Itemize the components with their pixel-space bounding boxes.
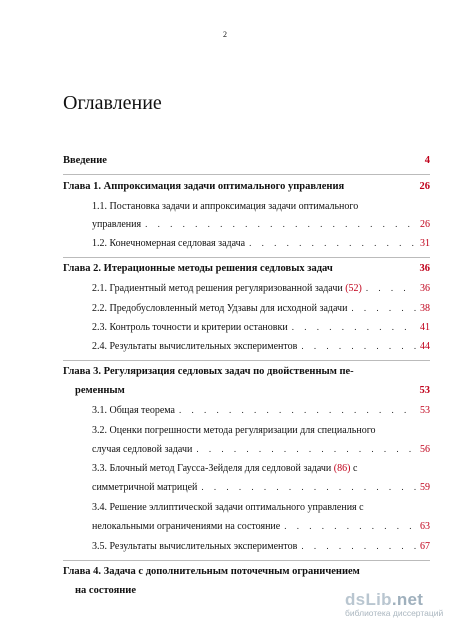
chapter-divider <box>63 257 430 258</box>
toc-page-link[interactable]: 26 <box>420 219 430 230</box>
toc-page-link[interactable]: 26 <box>419 181 430 192</box>
toc-entry-section-3-2[interactable] <box>63 425 430 436</box>
toc-entry-section-3-4-cont[interactable] <box>63 521 430 532</box>
toc-entry-section-3-1[interactable] <box>63 405 430 416</box>
chapter-divider <box>63 560 430 561</box>
chapter-divider <box>63 360 430 361</box>
toc-entry-chapter-2[interactable] <box>63 263 430 274</box>
toc-entry-section-1-2[interactable] <box>63 238 430 249</box>
watermark-subtitle: библиотека диссертаций <box>345 608 444 618</box>
toc-entry-section-3-2-cont[interactable] <box>63 444 430 455</box>
toc-entry-text: 1.2. Конечномерная седловая задача <box>92 238 246 249</box>
toc-entry-text: 2.4. Результаты вычислительных экспериментов <box>92 341 298 352</box>
dot-leader <box>366 283 416 293</box>
toc-entry-section-2-3[interactable] <box>63 322 430 333</box>
toc-page-link[interactable]: 67 <box>420 541 430 552</box>
toc-entry-text: 3.1. Общая теорема <box>92 405 175 416</box>
toc-entry-section-2-4[interactable] <box>63 341 430 352</box>
toc-entry-text: 3.3. Блочный метод Гаусса-Зейделя для седловой задачи (86) с <box>92 463 358 474</box>
toc-entry-text: нелокальными ограничениями на состояние <box>92 521 281 532</box>
toc-entry-text: 2.1. Градиентный метод решения регуляризованной задачи (52) <box>92 283 362 294</box>
toc-entry-chapter-1[interactable] <box>63 181 430 192</box>
dot-leader <box>284 521 416 531</box>
toc-entry-text: 2.2. Предобусловленный метод Удзавы для исходной задачи <box>92 303 348 314</box>
toc-entry-chapter-3-cont[interactable] <box>63 385 430 396</box>
toc-entry-text: Глава 2. Итерационные методы решения седловых задач <box>63 263 333 274</box>
toc-entry-section-2-1[interactable] <box>63 283 430 294</box>
toc-entry-text: 1.1. Постановка задачи и аппроксимация задачи оптимального <box>92 201 359 212</box>
dot-leader <box>292 322 416 332</box>
toc-page-link[interactable]: 63 <box>420 521 430 532</box>
toc-entry-section-3-3-cont[interactable] <box>63 482 430 493</box>
toc-entry-text: Введение <box>63 155 107 166</box>
toc-entry-text: 3.2. Оценки погрешности метода регуляризации для специального <box>92 425 376 436</box>
toc-entry-text: 3.5. Результаты вычислительных экспериментов <box>92 541 298 552</box>
watermark <box>345 590 445 618</box>
dot-leader <box>301 541 416 551</box>
toc-entry-text: случая седловой задачи <box>92 444 193 455</box>
dot-leader <box>179 405 416 415</box>
toc-entry-introduction[interactable] <box>63 155 430 166</box>
toc-entry-text: управления <box>92 219 142 230</box>
toc-page-link[interactable]: 38 <box>420 303 430 314</box>
page-number: 2 <box>223 30 227 39</box>
toc-entry-text: 2.3. Контроль точности и критерии остановки <box>92 322 288 333</box>
toc-entry-text: ременным <box>75 385 125 396</box>
toc-entry-text: Глава 4. Задача с дополнительным поточечным ограничением <box>63 566 360 577</box>
toc-page-link[interactable]: 59 <box>420 482 430 493</box>
toc-entry-chapter-3[interactable] <box>63 366 430 377</box>
toc-page-link[interactable]: 44 <box>420 341 430 352</box>
toc-page-link[interactable]: 36 <box>420 283 430 294</box>
toc-entry-chapter-4[interactable] <box>63 566 430 577</box>
toc-page-link[interactable]: 53 <box>419 385 430 396</box>
toc-entry-text: 3.4. Решение эллиптической задачи оптимального управления с <box>92 502 364 513</box>
toc-page-link[interactable]: 31 <box>420 238 430 249</box>
citation-link[interactable]: (52) <box>345 283 362 294</box>
dot-leader <box>301 341 416 351</box>
toc-page-link[interactable]: 41 <box>420 322 430 333</box>
toc-entry-text: Глава 3. Регуляризация седловых задач по двойственным пе- <box>63 366 354 377</box>
toc-entry-section-3-3[interactable] <box>63 463 430 474</box>
watermark-logo: dsLib.net <box>345 590 424 609</box>
toc-entry-text: на состояние <box>75 585 137 596</box>
citation-link[interactable]: (86) <box>333 463 351 474</box>
dot-leader <box>145 219 416 229</box>
dot-leader <box>351 303 416 313</box>
toc-entry-text: симметричной матрицей <box>92 482 198 493</box>
toc-page-link[interactable]: 4 <box>424 155 430 166</box>
dot-leader <box>249 238 416 248</box>
page-title: Оглавление <box>63 92 162 114</box>
toc-page-link[interactable]: 36 <box>419 263 430 274</box>
toc-entry-section-3-4[interactable] <box>63 502 430 513</box>
toc-entry-section-1-1-cont[interactable] <box>63 219 430 230</box>
chapter-divider <box>63 174 430 175</box>
dot-leader <box>201 482 416 492</box>
toc-page-link[interactable]: 53 <box>420 405 430 416</box>
toc-entry-text: Глава 1. Аппроксимация задачи оптимального управления <box>63 181 345 192</box>
dot-leader <box>196 444 416 454</box>
toc-entry-section-2-2[interactable] <box>63 303 430 314</box>
toc-entry-section-1-1[interactable] <box>63 201 430 212</box>
toc-page-link[interactable]: 56 <box>420 444 430 455</box>
toc-entry-section-3-5[interactable] <box>63 541 430 552</box>
